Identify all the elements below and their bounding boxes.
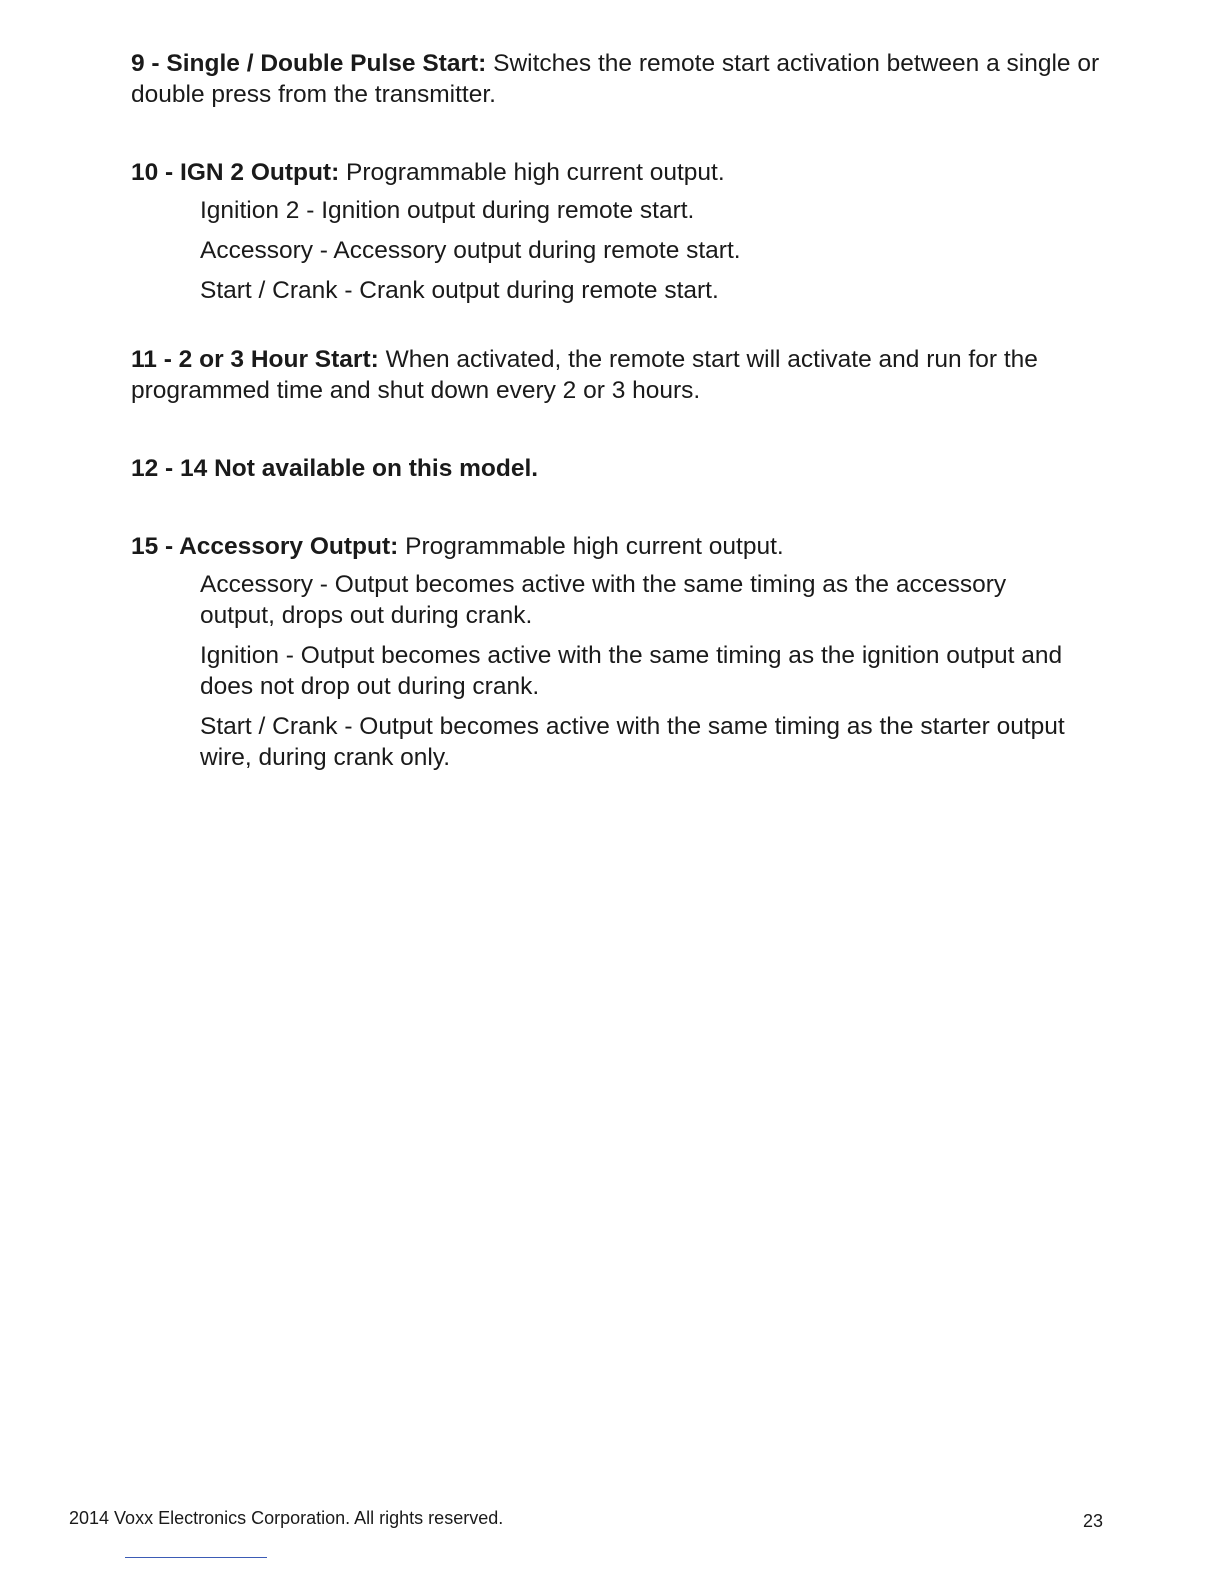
option-list [200,195,1080,306]
option-item: Ignition 2 - Ignition output during remote start. [200,197,695,224]
section-body: Programmable high current output. [398,533,784,560]
footer-copyright: 2014 Voxx Electronics Corporation. All rights reserved. [69,1508,504,1528]
page-content [131,48,1111,782]
section-paragraph [131,48,1111,110]
section-paragraph [131,157,1111,188]
option-item: Accessory - Output becomes active with the same timing as the accessory output, drops out during crank. [200,571,1007,629]
section-body: Switches the remote start activation between a single or double press from the transmitter. [131,50,1100,108]
section-ign2-output [131,157,1111,306]
section-body: Programmable high current output. [339,159,725,186]
section-paragraph [131,344,1111,406]
section-heading: 15 - Accessory Output: [131,533,399,560]
section-heading: 11 - 2 or 3 Hour Start: [131,346,379,373]
option-list [200,569,1080,773]
page-number: 23 [1083,1511,1104,1531]
section-heading: 9 - Single / Double Pulse Start: [131,50,487,77]
section-heading: 12 - 14 Not available on this model. [131,455,539,482]
section-heading: 10 - IGN 2 Output: [131,159,340,186]
section-not-available [131,453,1111,484]
option-item: Accessory - Accessory output during remote start. [200,237,741,264]
option-item: Start / Crank - Output becomes active with the same timing as the starter output wire, during crank only. [200,713,1065,771]
section-accessory-output [131,531,1111,773]
option-item: Start / Crank - Crank output during remote start. [200,277,719,304]
footer-divider [125,1557,267,1558]
section-single-double-pulse-start [131,48,1111,110]
section-body: When activated, the remote start will activate and run for the programmed time and shut down every 2 or 3 hours. [131,346,1038,404]
option-item: Ignition - Output becomes active with the same timing as the ignition output and does not drop out during crank. [200,642,1063,700]
section-paragraph [131,453,1111,484]
section-paragraph [131,531,1111,562]
section-2-or-3-hour-start [131,344,1111,406]
